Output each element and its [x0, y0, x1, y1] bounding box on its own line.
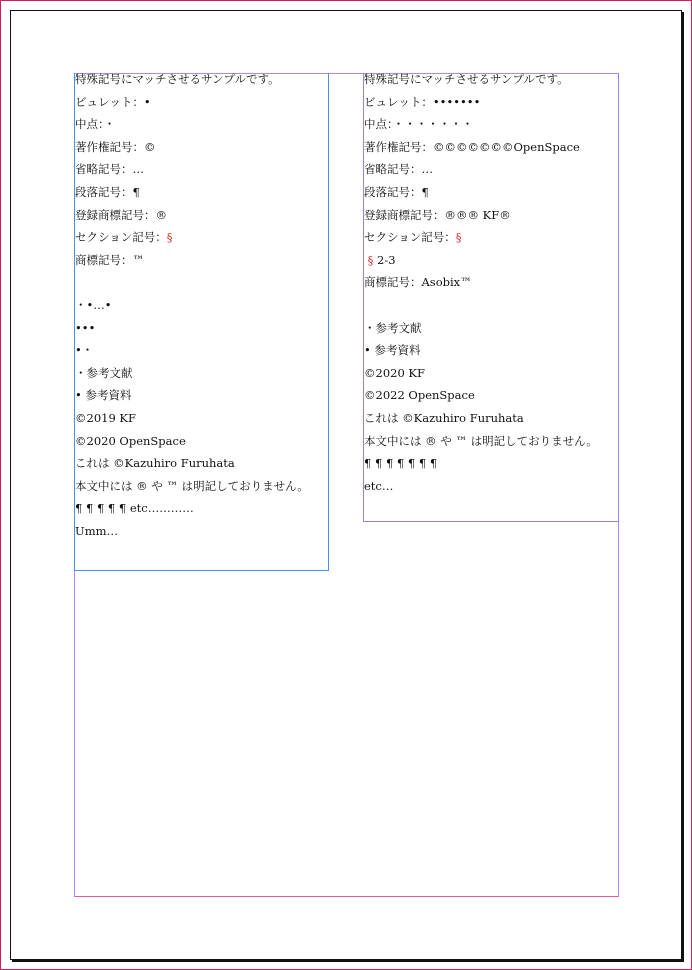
text-frame-left[interactable]	[74, 73, 329, 571]
text-line: 登録商標記号：®®® KF®	[364, 207, 511, 222]
text-line: ・参考文献	[364, 320, 422, 335]
text-line: ©2020 KF	[364, 365, 425, 380]
text-line: 特殊記号にマッチさせるサンプルです。	[75, 72, 280, 86]
text-line: •・	[75, 343, 94, 358]
text-line-section	[364, 231, 618, 254]
text-line: ビュレット：•••••••	[364, 94, 481, 109]
blank-line	[364, 299, 618, 322]
text-line: 特殊記号にマッチさせるサンプルです。	[364, 72, 569, 86]
text-line: 登録商標記号：®	[75, 207, 167, 222]
text-line: 本文中には ® や ™ は明記しておりません。	[364, 433, 598, 448]
text-line: 著作権記号：©©©©©©©OpenSpace	[364, 139, 580, 154]
text-line: 段落記号：¶	[364, 184, 429, 199]
text-line: 商標記号：Asobix™	[364, 275, 472, 290]
section-label: セクション記号：	[75, 230, 167, 245]
text-line: • 参考資料	[364, 343, 421, 358]
text-frame-right[interactable]	[363, 73, 619, 522]
text-line: 省略記号：…	[364, 162, 433, 177]
text-line: ©2022 OpenSpace	[364, 388, 475, 403]
text-line: 本文中には ® や ™ は明記しておりません。	[75, 478, 309, 493]
text-line: 省略記号：…	[75, 162, 144, 177]
text-line: 段落記号：¶	[75, 184, 140, 199]
text-line: etc…	[364, 478, 394, 493]
text-line: ¶ ¶ ¶ ¶ ¶ ¶ ¶	[364, 456, 438, 471]
text-line: ©2020 OpenSpace	[75, 433, 186, 448]
section-symbol: §	[367, 252, 374, 267]
text-line: 商標記号：™	[75, 252, 144, 267]
text-line: ビュレット：•	[75, 94, 151, 109]
text-line: Umm…	[75, 523, 119, 538]
section-symbol: §	[455, 230, 462, 245]
text-line-section	[75, 231, 328, 254]
section-number: 2-3	[373, 252, 396, 267]
text-line: ・•…•	[75, 297, 112, 312]
text-line: ©2019 KF	[75, 410, 136, 425]
text-line: 中点：・	[75, 117, 116, 132]
text-line: これは ©Kazuhiro Furuhata	[75, 456, 235, 471]
blank-line	[75, 276, 328, 299]
section-label: セクション記号：	[364, 230, 456, 245]
text-line: •••	[75, 320, 96, 335]
section-symbol: §	[166, 230, 173, 245]
text-line: 中点：・・・・・・・	[364, 117, 474, 132]
text-line: ・参考文献	[75, 365, 133, 380]
text-line-section-2	[364, 254, 618, 277]
text-line: ¶ ¶ ¶ ¶ ¶ etc…………	[75, 501, 194, 516]
text-line: これは ©Kazuhiro Furuhata	[364, 410, 524, 425]
text-line: 著作権記号：©	[75, 139, 156, 154]
text-line: • 参考資料	[75, 388, 132, 403]
